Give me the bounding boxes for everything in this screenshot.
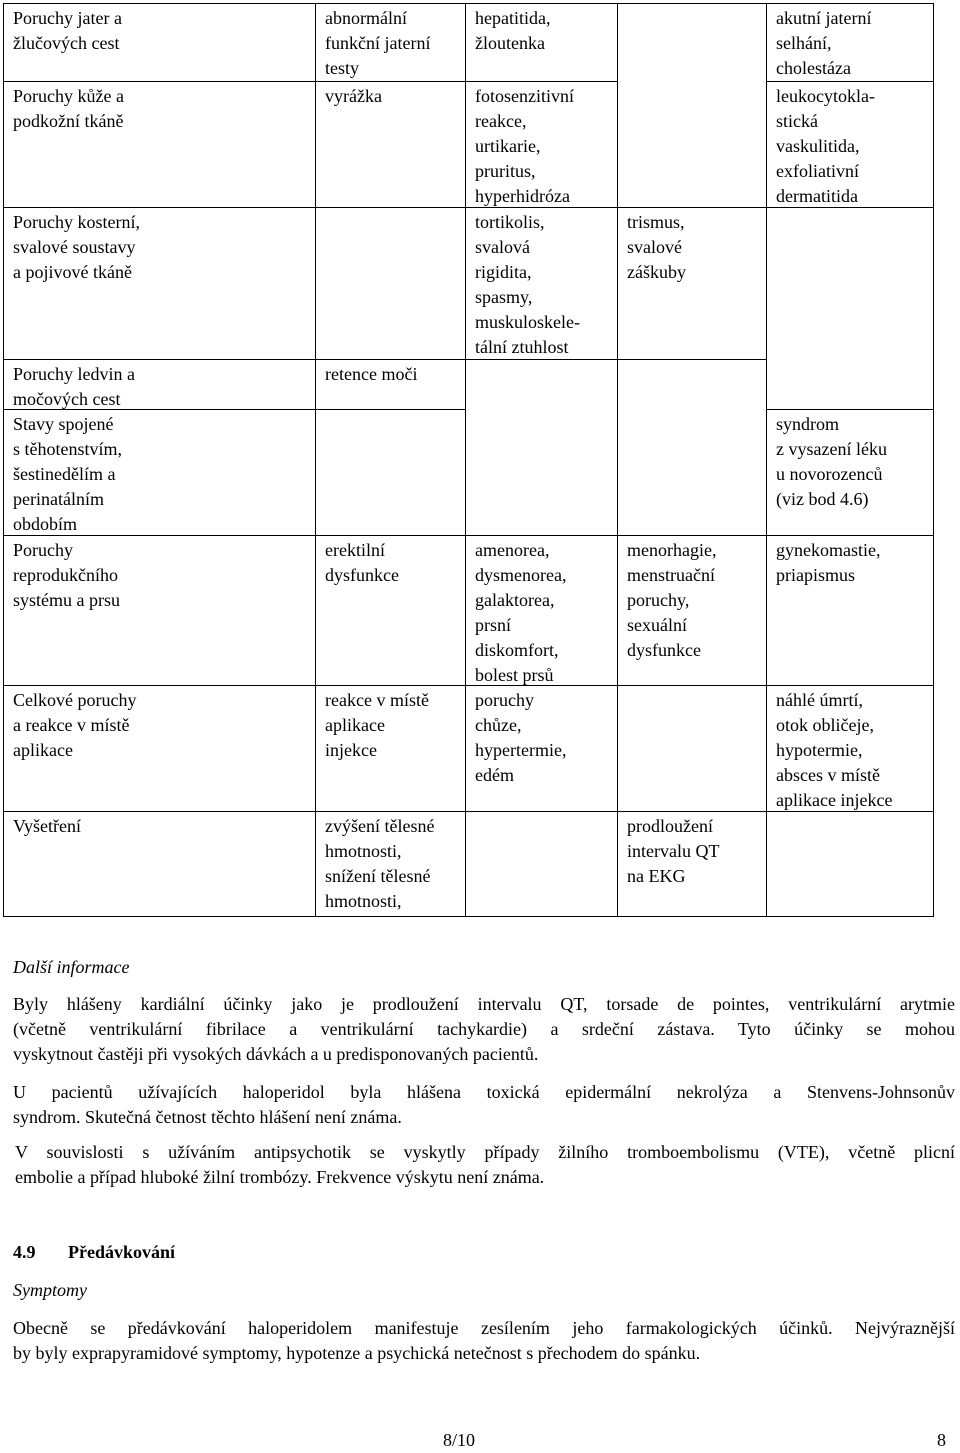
- section-number: 4.9: [13, 1242, 36, 1262]
- table-row-border: [315, 81, 465, 82]
- table-row-border: [766, 535, 934, 536]
- cell-text-line: z vysazení léku: [776, 439, 887, 459]
- cell-text-line: reakce v místě: [325, 690, 429, 710]
- section-paragraph: [13, 1316, 955, 1366]
- text-line: embolie a případ hluboké žilní trombózy. Frekvence výskytu není známa.: [15, 1167, 545, 1187]
- table-row-border: [3, 359, 315, 360]
- table-row-label: [13, 412, 122, 537]
- cell-text-line: dysfunkce: [627, 640, 701, 660]
- cell-text-line: poruchy: [475, 690, 534, 710]
- cell-text-line: retence moči: [325, 364, 418, 384]
- cell-text-line: svalové soustavy: [13, 237, 136, 257]
- cell-text-line: muskuloskele-: [475, 312, 580, 332]
- table-border: [3, 3, 934, 4]
- adverse-effects-table: [3, 3, 934, 917]
- cell-text-line: injekce: [325, 740, 377, 760]
- cell-text-line: dysmenorea,: [475, 565, 567, 585]
- table-cell: [776, 688, 892, 813]
- table-column-border: [315, 3, 316, 917]
- cell-text-line: záškuby: [627, 262, 686, 282]
- cell-text-line: absces v místě: [776, 765, 880, 785]
- table-row-label: [13, 84, 124, 134]
- cell-text-line: selhání,: [776, 33, 832, 53]
- cell-text-line: hepatitida,: [475, 8, 551, 28]
- cell-text-line: obdobím: [13, 514, 78, 534]
- table-cell: [627, 538, 716, 663]
- cell-text-line: fotosenzitivní: [475, 86, 574, 106]
- text-line: by byly exprapyramidové symptomy, hypotenze a psychická netečnost s přechodem do spánku.: [13, 1343, 701, 1363]
- cell-text-line: reprodukčního: [13, 565, 118, 585]
- cell-text-line: s těhotenstvím,: [13, 439, 122, 459]
- table-row-border: [617, 207, 766, 208]
- table-row-border: [617, 811, 766, 812]
- table-cell: [475, 6, 550, 56]
- table-row-border: [3, 207, 315, 208]
- cell-text-line: stická: [776, 111, 818, 131]
- cell-text-line: hmotnosti,: [325, 841, 402, 861]
- cell-text-line: Poruchy kůže a: [13, 86, 124, 106]
- table-row-label: [13, 210, 140, 285]
- cell-text-line: pruritus,: [475, 161, 536, 181]
- table-cell: [475, 210, 580, 360]
- table-cell: [475, 688, 566, 788]
- table-cell: [325, 362, 417, 387]
- cell-text-line: akutní jaterní: [776, 8, 872, 28]
- cell-text-line: spasmy,: [475, 287, 533, 307]
- table-border: [3, 916, 934, 917]
- cell-text-line: aplikace: [325, 715, 385, 735]
- cell-text-line: rigidita,: [475, 262, 532, 282]
- cell-text-line: Poruchy kosterní,: [13, 212, 140, 232]
- table-column-border: [766, 3, 767, 917]
- cell-text-line: exfoliativní: [776, 161, 859, 181]
- table-column-border: [3, 3, 4, 917]
- table-column-border: [933, 3, 934, 917]
- cell-text-line: syndrom: [776, 414, 839, 434]
- table-row-border: [315, 409, 465, 410]
- cell-text-line: žlučových cest: [13, 33, 120, 53]
- table-row-label: [13, 538, 120, 613]
- cell-text-line: priapismus: [776, 565, 855, 585]
- table-row-border: [315, 207, 465, 208]
- table-cell: [325, 538, 399, 588]
- table-row-border: [3, 81, 315, 82]
- table-row-border: [617, 535, 766, 536]
- cell-text-line: reakce,: [475, 111, 527, 131]
- table-row-border: [465, 811, 617, 812]
- text-line: syndrom. Skutečná četnost těchto hlášení není známa.: [13, 1107, 402, 1127]
- cell-text-line: aplikace injekce: [776, 790, 893, 810]
- cell-text-line: chůze,: [475, 715, 522, 735]
- cell-text-line: poruchy,: [627, 590, 690, 610]
- further-info-heading: Další informace: [13, 957, 130, 977]
- table-cell: [627, 210, 686, 285]
- table-row-border: [617, 685, 766, 686]
- table-row-label: [13, 6, 122, 56]
- table-cell: [776, 412, 887, 512]
- cell-text-line: erektilní: [325, 540, 385, 560]
- cell-text-line: diskomfort,: [475, 640, 559, 660]
- further-info-paragraph-2: [13, 1080, 955, 1130]
- cell-text-line: prsní: [475, 615, 511, 635]
- cell-text-line: svalová: [475, 237, 530, 257]
- page-number-right: 8: [937, 1430, 946, 1450]
- cell-text-line: amenorea,: [475, 540, 550, 560]
- cell-text-line: menstruační: [627, 565, 715, 585]
- cell-text-line: tální ztuhlost: [475, 337, 569, 357]
- table-row-label: [13, 362, 135, 412]
- text-line: Obecně se předávkování haloperidolem manifestuje zesílením jeho farmakologických účinků. Nejvýraznější: [13, 1318, 955, 1338]
- table-cell: [325, 6, 430, 81]
- cell-text-line: edém: [475, 765, 514, 785]
- table-row-border: [315, 535, 465, 536]
- cell-text-line: perinatálním: [13, 489, 104, 509]
- cell-text-line: Poruchy ledvin a: [13, 364, 135, 384]
- cell-text-line: podkožní tkáně: [13, 111, 124, 131]
- table-row-border: [3, 685, 315, 686]
- cell-text-line: galaktorea,: [475, 590, 555, 610]
- cell-text-line: otok obličeje,: [776, 715, 874, 735]
- cell-text-line: Celkové poruchy: [13, 690, 137, 710]
- table-cell: [475, 84, 574, 209]
- further-info-paragraph-3: [15, 1140, 955, 1190]
- cell-text-line: svalové: [627, 237, 682, 257]
- table-row-border: [315, 685, 465, 686]
- table-cell: [776, 538, 880, 588]
- text-line: U pacientů užívajících haloperidol byla hlášena toxická epidermální nekrolýza a Stenvens-Johnsonův: [13, 1082, 955, 1102]
- table-cell: [776, 6, 871, 81]
- cell-text-line: hmotnosti,: [325, 891, 402, 911]
- cell-text-line: zvýšení tělesné: [325, 816, 435, 836]
- cell-text-line: hyperhidróza: [475, 186, 570, 206]
- cell-text-line: vaskulitida,: [776, 136, 860, 156]
- cell-text-line: náhlé úmrtí,: [776, 690, 863, 710]
- cell-text-line: vyrážka: [325, 86, 382, 106]
- table-row-border: [3, 811, 315, 812]
- text-line: V souvislosti s užíváním antipsychotik se vyskytly případy žilního tromboembolismu (VTE), včetně plicní: [15, 1142, 955, 1162]
- text-line: Byly hlášeny kardiální účinky jako je prodloužení intervalu QT, torsade de pointes, ventrikulární arytmie: [13, 994, 955, 1014]
- text-line: vyskytnout častěji při vysokých dávkách a u predisponovaných pacientů.: [13, 1044, 539, 1064]
- cell-text-line: prodloužení: [627, 816, 713, 836]
- cell-text-line: abnormální: [325, 8, 407, 28]
- cell-text-line: hypotermie,: [776, 740, 863, 760]
- cell-text-line: leukocytokla-: [776, 86, 875, 106]
- page-number-center: 8/10: [443, 1430, 476, 1450]
- cell-text-line: močových cest: [13, 389, 121, 409]
- table-row-label: [13, 688, 136, 763]
- table-column-border: [617, 3, 618, 917]
- cell-text-line: snížení tělesné: [325, 866, 431, 886]
- table-row-border: [315, 359, 465, 360]
- cell-text-line: sexuální: [627, 615, 687, 635]
- section-heading: [13, 1240, 955, 1265]
- cell-text-line: aplikace: [13, 740, 73, 760]
- cell-text-line: dysfunkce: [325, 565, 399, 585]
- cell-text-line: bolest prsů: [475, 665, 554, 685]
- cell-text-line: tortikolis,: [475, 212, 545, 232]
- cell-text-line: na EKG: [627, 866, 686, 886]
- table-row-border: [617, 359, 766, 360]
- table-row-border: [465, 81, 617, 82]
- table-row-border: [315, 811, 465, 812]
- table-cell: [325, 814, 434, 914]
- cell-text-line: testy: [325, 58, 359, 78]
- table-cell: [776, 84, 875, 209]
- table-cell: [627, 814, 719, 889]
- cell-text-line: Stavy spojené: [13, 414, 114, 434]
- cell-text-line: (viz bod 4.6): [776, 489, 869, 509]
- cell-text-line: dermatitida: [776, 186, 858, 206]
- table-row-border: [766, 685, 934, 686]
- cell-text-line: a pojivové tkáně: [13, 262, 132, 282]
- table-row-border: [766, 81, 934, 82]
- cell-text-line: menorhagie,: [627, 540, 717, 560]
- cell-text-line: cholestáza: [776, 58, 851, 78]
- cell-text-line: Poruchy: [13, 540, 73, 560]
- cell-text-line: gynekomastie,: [776, 540, 881, 560]
- cell-text-line: urtikarie,: [475, 136, 541, 156]
- cell-text-line: hypertermie,: [475, 740, 567, 760]
- cell-text-line: trismus,: [627, 212, 685, 232]
- section-subheading: Symptomy: [13, 1280, 87, 1300]
- cell-text-line: u novorozenců: [776, 464, 883, 484]
- cell-text-line: a reakce v místě: [13, 715, 130, 735]
- cell-text-line: Vyšetření: [13, 816, 81, 836]
- table-row-label: [13, 814, 81, 839]
- text-line: (včetně ventrikulární fibrilace a ventrikulární tachykardie) a srdeční zástava. Tyto účinky se mohou: [13, 1019, 955, 1039]
- cell-text-line: šestinedělím a: [13, 464, 116, 484]
- cell-text-line: žloutenka: [475, 33, 545, 53]
- cell-text-line: intervalu QT: [627, 841, 720, 861]
- cell-text-line: funkční jaterní: [325, 33, 431, 53]
- table-column-border: [465, 3, 466, 917]
- table-cell: [475, 538, 566, 688]
- further-info-paragraph-1: [13, 992, 955, 1067]
- section-title: Předávkování: [68, 1242, 176, 1262]
- cell-text-line: systému a prsu: [13, 590, 120, 610]
- cell-text-line: Poruchy jater a: [13, 8, 122, 28]
- table-cell: [325, 84, 382, 109]
- table-cell: [325, 688, 429, 763]
- table-row-border: [465, 535, 617, 536]
- table-row-border: [766, 409, 934, 410]
